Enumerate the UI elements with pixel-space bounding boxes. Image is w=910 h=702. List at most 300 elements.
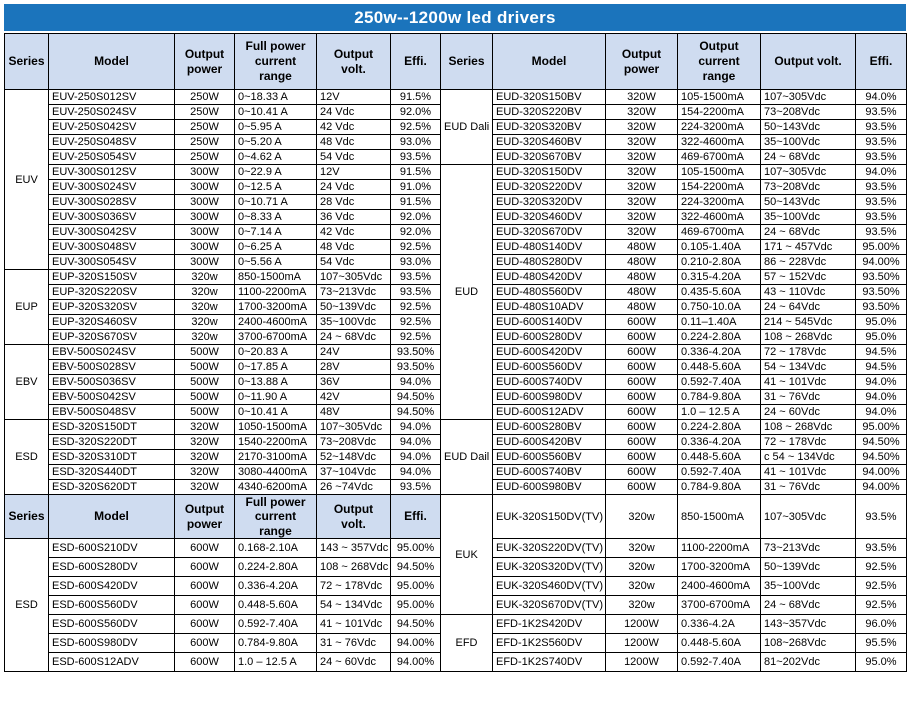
volt-cell: 42 Vdc bbox=[317, 225, 391, 240]
model-cell: EFD-1K2S420DV bbox=[493, 615, 606, 634]
effi-cell: 95.00% bbox=[856, 420, 907, 435]
left-subheader-effi: Effi. bbox=[391, 495, 441, 539]
model-cell: EUD-320S670BV bbox=[493, 150, 606, 165]
current-cell: 0~7.14 A bbox=[235, 225, 317, 240]
power-cell: 300W bbox=[175, 225, 235, 240]
volt-cell: 24 ~ 64Vdc bbox=[761, 300, 856, 315]
drivers-table bbox=[4, 33, 907, 672]
power-cell: 320w bbox=[175, 270, 235, 285]
current-cell: 850-1500mA bbox=[678, 495, 761, 539]
effi-cell: 91.5% bbox=[391, 165, 441, 180]
effi-cell: 94.00% bbox=[391, 634, 441, 653]
current-cell: 0.336-4.20A bbox=[235, 577, 317, 596]
power-cell: 1200W bbox=[606, 615, 678, 634]
current-cell: 0~4.62 A bbox=[235, 150, 317, 165]
table-row bbox=[5, 495, 907, 539]
volt-cell: c 54 ~ 134Vdc bbox=[761, 450, 856, 465]
power-cell: 320W bbox=[606, 180, 678, 195]
effi-cell: 93.5% bbox=[856, 120, 907, 135]
model-cell: EUD-600S420BV bbox=[493, 435, 606, 450]
effi-cell: 93.50% bbox=[856, 285, 907, 300]
current-cell: 0~5.56 A bbox=[235, 255, 317, 270]
volt-cell: 86 ~ 228Vdc bbox=[761, 255, 856, 270]
left-header-effi: Effi. bbox=[391, 34, 441, 90]
model-cell: EUD-600S140DV bbox=[493, 315, 606, 330]
power-cell: 600W bbox=[175, 577, 235, 596]
power-cell: 320w bbox=[606, 495, 678, 539]
current-cell: 0~5.20 A bbox=[235, 135, 317, 150]
volt-cell: 41 ~ 101Vdc bbox=[761, 465, 856, 480]
model-cell: EFD-1K2S740DV bbox=[493, 653, 606, 672]
current-cell: 0.224-2.80A bbox=[678, 420, 761, 435]
volt-cell: 24 ~ 68Vdc bbox=[761, 596, 856, 615]
current-cell: 0.592-7.40A bbox=[235, 615, 317, 634]
model-cell: EUD-600S280DV bbox=[493, 330, 606, 345]
effi-cell: 91.0% bbox=[391, 180, 441, 195]
power-cell: 600W bbox=[175, 653, 235, 672]
current-cell: 0.315-4.20A bbox=[678, 270, 761, 285]
power-cell: 600W bbox=[606, 480, 678, 495]
volt-cell: 24 ~ 60Vdc bbox=[317, 653, 391, 672]
model-cell: EUV-300S048SV bbox=[49, 240, 175, 255]
power-cell: 320W bbox=[606, 105, 678, 120]
right-header-model: Model bbox=[493, 34, 606, 90]
effi-cell: 92.0% bbox=[391, 225, 441, 240]
model-cell: EUP-320S220SV bbox=[49, 285, 175, 300]
model-cell: ESD-600S560DV bbox=[49, 615, 175, 634]
volt-cell: 24 ~ 60Vdc bbox=[761, 405, 856, 420]
power-cell: 500W bbox=[175, 345, 235, 360]
volt-cell: 41 ~ 101Vdc bbox=[317, 615, 391, 634]
model-cell: EUK-320S320DV(TV) bbox=[493, 558, 606, 577]
model-cell: EBV-500S024SV bbox=[49, 345, 175, 360]
model-cell: EUD-320S320BV bbox=[493, 120, 606, 135]
effi-cell: 93.0% bbox=[391, 135, 441, 150]
left-subheader-volt: Output volt. bbox=[317, 495, 391, 539]
effi-cell: 95.00% bbox=[391, 577, 441, 596]
effi-cell: 95.00% bbox=[391, 596, 441, 615]
power-cell: 600W bbox=[606, 450, 678, 465]
series-label: EUD bbox=[441, 165, 493, 420]
current-cell: 1700-3200mA bbox=[678, 558, 761, 577]
model-cell: EUD-600S980BV bbox=[493, 480, 606, 495]
volt-cell: 26 ~74Vdc bbox=[317, 480, 391, 495]
volt-cell: 35~100Vdc bbox=[761, 577, 856, 596]
model-cell: EUV-250S048SV bbox=[49, 135, 175, 150]
effi-cell: 93.5% bbox=[856, 195, 907, 210]
volt-cell: 37~104Vdc bbox=[317, 465, 391, 480]
effi-cell: 95.5% bbox=[856, 634, 907, 653]
model-cell: EUV-250S054SV bbox=[49, 150, 175, 165]
volt-cell: 72 ~ 178Vdc bbox=[317, 577, 391, 596]
model-cell: EUK-320S670DV(TV) bbox=[493, 596, 606, 615]
volt-cell: 42V bbox=[317, 390, 391, 405]
model-cell: EUD-320S320DV bbox=[493, 195, 606, 210]
current-cell: 0.336-4.2A bbox=[678, 615, 761, 634]
volt-cell: 107~305Vdc bbox=[317, 420, 391, 435]
power-cell: 600W bbox=[175, 558, 235, 577]
power-cell: 320w bbox=[175, 330, 235, 345]
model-cell: EUD-480S280DV bbox=[493, 255, 606, 270]
series-label: ESD bbox=[5, 420, 49, 495]
series-label: EUP bbox=[5, 270, 49, 345]
current-cell: 1700-3200mA bbox=[235, 300, 317, 315]
volt-cell: 31 ~ 76Vdc bbox=[761, 390, 856, 405]
current-cell: 0.592-7.40A bbox=[678, 465, 761, 480]
effi-cell: 94.00% bbox=[856, 255, 907, 270]
drivers-table-body bbox=[5, 90, 907, 672]
power-cell: 320W bbox=[175, 465, 235, 480]
current-cell: 0.592-7.40A bbox=[678, 375, 761, 390]
power-cell: 600W bbox=[606, 330, 678, 345]
model-cell: EUK-320S220DV(TV) bbox=[493, 539, 606, 558]
model-cell: EUV-250S042SV bbox=[49, 120, 175, 135]
current-cell: 0~22.9 A bbox=[235, 165, 317, 180]
effi-cell: 93.5% bbox=[391, 270, 441, 285]
current-cell: 3080-4400mA bbox=[235, 465, 317, 480]
power-cell: 600W bbox=[175, 596, 235, 615]
model-cell: ESD-600S210DV bbox=[49, 539, 175, 558]
current-cell: 0.336-4.20A bbox=[678, 345, 761, 360]
power-cell: 320W bbox=[606, 150, 678, 165]
table-row bbox=[5, 420, 907, 435]
current-cell: 1.0 – 12.5 A bbox=[235, 653, 317, 672]
current-cell: 1100-2200mA bbox=[678, 539, 761, 558]
model-cell: EUP-320S320SV bbox=[49, 300, 175, 315]
model-cell: EUD-600S560BV bbox=[493, 450, 606, 465]
effi-cell: 93.5% bbox=[856, 105, 907, 120]
current-cell: 0.448-5.60A bbox=[678, 634, 761, 653]
current-cell: 469-6700mA bbox=[678, 225, 761, 240]
led-drivers-spec-page bbox=[4, 4, 906, 672]
effi-cell: 95.00% bbox=[856, 240, 907, 255]
power-cell: 320W bbox=[175, 480, 235, 495]
model-cell: EUD-320S150BV bbox=[493, 90, 606, 105]
model-cell: EUV-300S024SV bbox=[49, 180, 175, 195]
power-cell: 300W bbox=[175, 240, 235, 255]
model-cell: EUD-480S420DV bbox=[493, 270, 606, 285]
power-cell: 320W bbox=[175, 435, 235, 450]
series-label: EUV bbox=[5, 90, 49, 270]
power-cell: 600W bbox=[606, 375, 678, 390]
effi-cell: 93.50% bbox=[856, 300, 907, 315]
effi-cell: 94.0% bbox=[856, 165, 907, 180]
power-cell: 600W bbox=[175, 539, 235, 558]
volt-cell: 42 Vdc bbox=[317, 120, 391, 135]
effi-cell: 94.0% bbox=[856, 390, 907, 405]
power-cell: 320w bbox=[606, 596, 678, 615]
volt-cell: 24V bbox=[317, 345, 391, 360]
volt-cell: 108~268Vdc bbox=[761, 634, 856, 653]
current-cell: 0.448-5.60A bbox=[235, 596, 317, 615]
effi-cell: 94.0% bbox=[391, 420, 441, 435]
model-cell: EUD-320S220DV bbox=[493, 180, 606, 195]
effi-cell: 94.50% bbox=[391, 390, 441, 405]
current-cell: 0.448-5.60A bbox=[678, 360, 761, 375]
current-cell: 0.448-5.60A bbox=[678, 450, 761, 465]
effi-cell: 96.0% bbox=[856, 615, 907, 634]
model-cell: ESD-320S310DT bbox=[49, 450, 175, 465]
volt-cell: 143~357Vdc bbox=[761, 615, 856, 634]
volt-cell: 108 ~ 268Vdc bbox=[317, 558, 391, 577]
right-header-current: Output current range bbox=[678, 34, 761, 90]
power-cell: 250W bbox=[175, 90, 235, 105]
power-cell: 500W bbox=[175, 375, 235, 390]
power-cell: 600W bbox=[606, 435, 678, 450]
volt-cell: 24 Vdc bbox=[317, 105, 391, 120]
power-cell: 480W bbox=[606, 270, 678, 285]
model-cell: EBV-500S042SV bbox=[49, 390, 175, 405]
volt-cell: 35~100Vdc bbox=[761, 135, 856, 150]
model-cell: EUP-320S460SV bbox=[49, 315, 175, 330]
current-cell: 0.592-7.40A bbox=[678, 653, 761, 672]
current-cell: 0~11.90 A bbox=[235, 390, 317, 405]
volt-cell: 54 Vdc bbox=[317, 255, 391, 270]
volt-cell: 24 ~ 68Vdc bbox=[317, 330, 391, 345]
model-cell: EUD-600S980DV bbox=[493, 390, 606, 405]
effi-cell: 92.5% bbox=[856, 577, 907, 596]
model-cell: EUV-300S028SV bbox=[49, 195, 175, 210]
effi-cell: 93.0% bbox=[391, 255, 441, 270]
current-cell: 0~10.41 A bbox=[235, 405, 317, 420]
current-cell: 2170-3100mA bbox=[235, 450, 317, 465]
power-cell: 600W bbox=[606, 465, 678, 480]
volt-cell: 36V bbox=[317, 375, 391, 390]
current-cell: 0~6.25 A bbox=[235, 240, 317, 255]
effi-cell: 92.0% bbox=[391, 210, 441, 225]
volt-cell: 12V bbox=[317, 165, 391, 180]
model-cell: EUD-320S460DV bbox=[493, 210, 606, 225]
power-cell: 250W bbox=[175, 105, 235, 120]
model-cell: EUD-480S140DV bbox=[493, 240, 606, 255]
effi-cell: 93.5% bbox=[391, 285, 441, 300]
current-cell: 105-1500mA bbox=[678, 90, 761, 105]
volt-cell: 143 ~ 357Vdc bbox=[317, 539, 391, 558]
effi-cell: 93.5% bbox=[856, 135, 907, 150]
volt-cell: 73~208Vdc bbox=[761, 105, 856, 120]
current-cell: 224-3200mA bbox=[678, 195, 761, 210]
model-cell: ESD-320S620DT bbox=[49, 480, 175, 495]
volt-cell: 50~143Vdc bbox=[761, 120, 856, 135]
model-cell: ESD-320S150DT bbox=[49, 420, 175, 435]
effi-cell: 94.0% bbox=[856, 90, 907, 105]
volt-cell: 35~100Vdc bbox=[761, 210, 856, 225]
model-cell: EUD-600S560DV bbox=[493, 360, 606, 375]
current-cell: 3700-6700mA bbox=[235, 330, 317, 345]
current-cell: 154-2200mA bbox=[678, 180, 761, 195]
current-cell: 4340-6200mA bbox=[235, 480, 317, 495]
volt-cell: 35~100Vdc bbox=[317, 315, 391, 330]
model-cell: ESD-600S280DV bbox=[49, 558, 175, 577]
current-cell: 3700-6700mA bbox=[678, 596, 761, 615]
power-cell: 250W bbox=[175, 150, 235, 165]
right-header-power: Output power bbox=[606, 34, 678, 90]
current-cell: 0.210-2.80A bbox=[678, 255, 761, 270]
power-cell: 600W bbox=[606, 345, 678, 360]
model-cell: EBV-500S036SV bbox=[49, 375, 175, 390]
power-cell: 600W bbox=[606, 390, 678, 405]
power-cell: 300W bbox=[175, 210, 235, 225]
series-label: EFD bbox=[441, 615, 493, 672]
volt-cell: 52~148Vdc bbox=[317, 450, 391, 465]
volt-cell: 108 ~ 268Vdc bbox=[761, 330, 856, 345]
power-cell: 500W bbox=[175, 390, 235, 405]
current-cell: 0~8.33 A bbox=[235, 210, 317, 225]
model-cell: ESD-600S980DV bbox=[49, 634, 175, 653]
effi-cell: 93.5% bbox=[856, 180, 907, 195]
effi-cell: 94.50% bbox=[391, 405, 441, 420]
power-cell: 320w bbox=[175, 300, 235, 315]
power-cell: 480W bbox=[606, 255, 678, 270]
volt-cell: 73~208Vdc bbox=[761, 180, 856, 195]
volt-cell: 72 ~ 178Vdc bbox=[761, 435, 856, 450]
model-cell: EUD-600S420DV bbox=[493, 345, 606, 360]
effi-cell: 93.50% bbox=[856, 270, 907, 285]
effi-cell: 95.0% bbox=[856, 653, 907, 672]
volt-cell: 73~213Vdc bbox=[761, 539, 856, 558]
current-cell: 0.224-2.80A bbox=[678, 330, 761, 345]
power-cell: 320W bbox=[606, 120, 678, 135]
volt-cell: 54 Vdc bbox=[317, 150, 391, 165]
current-cell: 0.750-10.0A bbox=[678, 300, 761, 315]
effi-cell: 94.0% bbox=[391, 435, 441, 450]
model-cell: EUP-320S670SV bbox=[49, 330, 175, 345]
model-cell: EUV-250S012SV bbox=[49, 90, 175, 105]
left-header-series: Series bbox=[5, 34, 49, 90]
effi-cell: 94.50% bbox=[391, 558, 441, 577]
power-cell: 600W bbox=[175, 615, 235, 634]
model-cell: EUD-600S280BV bbox=[493, 420, 606, 435]
effi-cell: 92.0% bbox=[391, 105, 441, 120]
effi-cell: 92.5% bbox=[856, 596, 907, 615]
left-subheader-model: Model bbox=[49, 495, 175, 539]
power-cell: 600W bbox=[606, 405, 678, 420]
volt-cell: 214 ~ 545Vdc bbox=[761, 315, 856, 330]
power-cell: 480W bbox=[606, 285, 678, 300]
table-row bbox=[5, 615, 907, 634]
left-subheader-current: Full power current range bbox=[235, 495, 317, 539]
effi-cell: 92.5% bbox=[856, 558, 907, 577]
effi-cell: 93.50% bbox=[391, 360, 441, 375]
current-cell: 0~10.71 A bbox=[235, 195, 317, 210]
volt-cell: 50~139Vdc bbox=[761, 558, 856, 577]
power-cell: 1200W bbox=[606, 653, 678, 672]
volt-cell: 48 Vdc bbox=[317, 135, 391, 150]
current-cell: 0~13.88 A bbox=[235, 375, 317, 390]
effi-cell: 94.5% bbox=[856, 345, 907, 360]
current-cell: 0~5.95 A bbox=[235, 120, 317, 135]
series-label: EUD Dali bbox=[441, 90, 493, 165]
effi-cell: 94.50% bbox=[856, 450, 907, 465]
power-cell: 500W bbox=[175, 360, 235, 375]
effi-cell: 93.5% bbox=[856, 210, 907, 225]
power-cell: 500W bbox=[175, 405, 235, 420]
effi-cell: 93.5% bbox=[391, 480, 441, 495]
volt-cell: 50~143Vdc bbox=[761, 195, 856, 210]
volt-cell: 31 ~ 76Vdc bbox=[761, 480, 856, 495]
model-cell: EUD-320S460BV bbox=[493, 135, 606, 150]
series-label: EUD Dail bbox=[441, 420, 493, 495]
left-header-power: Output power bbox=[175, 34, 235, 90]
volt-cell: 48V bbox=[317, 405, 391, 420]
power-cell: 320w bbox=[175, 315, 235, 330]
effi-cell: 93.50% bbox=[391, 345, 441, 360]
power-cell: 320W bbox=[606, 195, 678, 210]
current-cell: 0.336-4.20A bbox=[678, 435, 761, 450]
left-header-current: Full power current range bbox=[235, 34, 317, 90]
volt-cell: 54 ~ 134Vdc bbox=[317, 596, 391, 615]
effi-cell: 93.5% bbox=[856, 539, 907, 558]
effi-cell: 93.5% bbox=[856, 225, 907, 240]
power-cell: 300W bbox=[175, 165, 235, 180]
power-cell: 600W bbox=[606, 315, 678, 330]
header-row bbox=[5, 34, 907, 90]
power-cell: 480W bbox=[606, 300, 678, 315]
power-cell: 600W bbox=[606, 360, 678, 375]
volt-cell: 24 ~ 68Vdc bbox=[761, 150, 856, 165]
volt-cell: 57 ~ 152Vdc bbox=[761, 270, 856, 285]
effi-cell: 94.00% bbox=[856, 465, 907, 480]
power-cell: 320w bbox=[606, 539, 678, 558]
model-cell: EUD-320S220BV bbox=[493, 105, 606, 120]
left-subheader-series: Series bbox=[5, 495, 49, 539]
volt-cell: 24 ~ 68Vdc bbox=[761, 225, 856, 240]
power-cell: 320W bbox=[606, 90, 678, 105]
effi-cell: 94.5% bbox=[856, 360, 907, 375]
current-cell: 2400-4600mA bbox=[235, 315, 317, 330]
series-label: EBV bbox=[5, 345, 49, 420]
effi-cell: 92.5% bbox=[391, 120, 441, 135]
model-cell: EBV-500S048SV bbox=[49, 405, 175, 420]
power-cell: 320W bbox=[606, 165, 678, 180]
model-cell: EUV-250S024SV bbox=[49, 105, 175, 120]
current-cell: 0.435-5.60A bbox=[678, 285, 761, 300]
volt-cell: 28 Vdc bbox=[317, 195, 391, 210]
current-cell: 0.784-9.80A bbox=[235, 634, 317, 653]
power-cell: 1200W bbox=[606, 634, 678, 653]
model-cell: EBV-500S028SV bbox=[49, 360, 175, 375]
model-cell: EUD-600S740BV bbox=[493, 465, 606, 480]
effi-cell: 95.0% bbox=[856, 330, 907, 345]
volt-cell: 24 Vdc bbox=[317, 180, 391, 195]
model-cell: EUV-300S012SV bbox=[49, 165, 175, 180]
volt-cell: 73~208Vdc bbox=[317, 435, 391, 450]
effi-cell: 93.5% bbox=[856, 150, 907, 165]
current-cell: 0.784-9.80A bbox=[678, 390, 761, 405]
model-cell: EUD-480S10ADV bbox=[493, 300, 606, 315]
page-title: 250w--1200w led drivers bbox=[4, 4, 906, 31]
left-header-model: Model bbox=[49, 34, 175, 90]
volt-cell: 31 ~ 76Vdc bbox=[317, 634, 391, 653]
effi-cell: 91.5% bbox=[391, 195, 441, 210]
current-cell: 0.168-2.10A bbox=[235, 539, 317, 558]
volt-cell: 72 ~ 178Vdc bbox=[761, 345, 856, 360]
effi-cell: 92.5% bbox=[391, 315, 441, 330]
current-cell: 322-4600mA bbox=[678, 135, 761, 150]
table-row bbox=[5, 165, 907, 180]
right-header-effi: Effi. bbox=[856, 34, 907, 90]
current-cell: 469-6700mA bbox=[678, 150, 761, 165]
model-cell: ESD-600S560DV bbox=[49, 596, 175, 615]
current-cell: 0.11–1.40A bbox=[678, 315, 761, 330]
current-cell: 154-2200mA bbox=[678, 105, 761, 120]
model-cell: EFD-1K2S560DV bbox=[493, 634, 606, 653]
volt-cell: 107~305Vdc bbox=[317, 270, 391, 285]
effi-cell: 94.00% bbox=[856, 480, 907, 495]
current-cell: 1540-2200mA bbox=[235, 435, 317, 450]
volt-cell: 12V bbox=[317, 90, 391, 105]
volt-cell: 28V bbox=[317, 360, 391, 375]
